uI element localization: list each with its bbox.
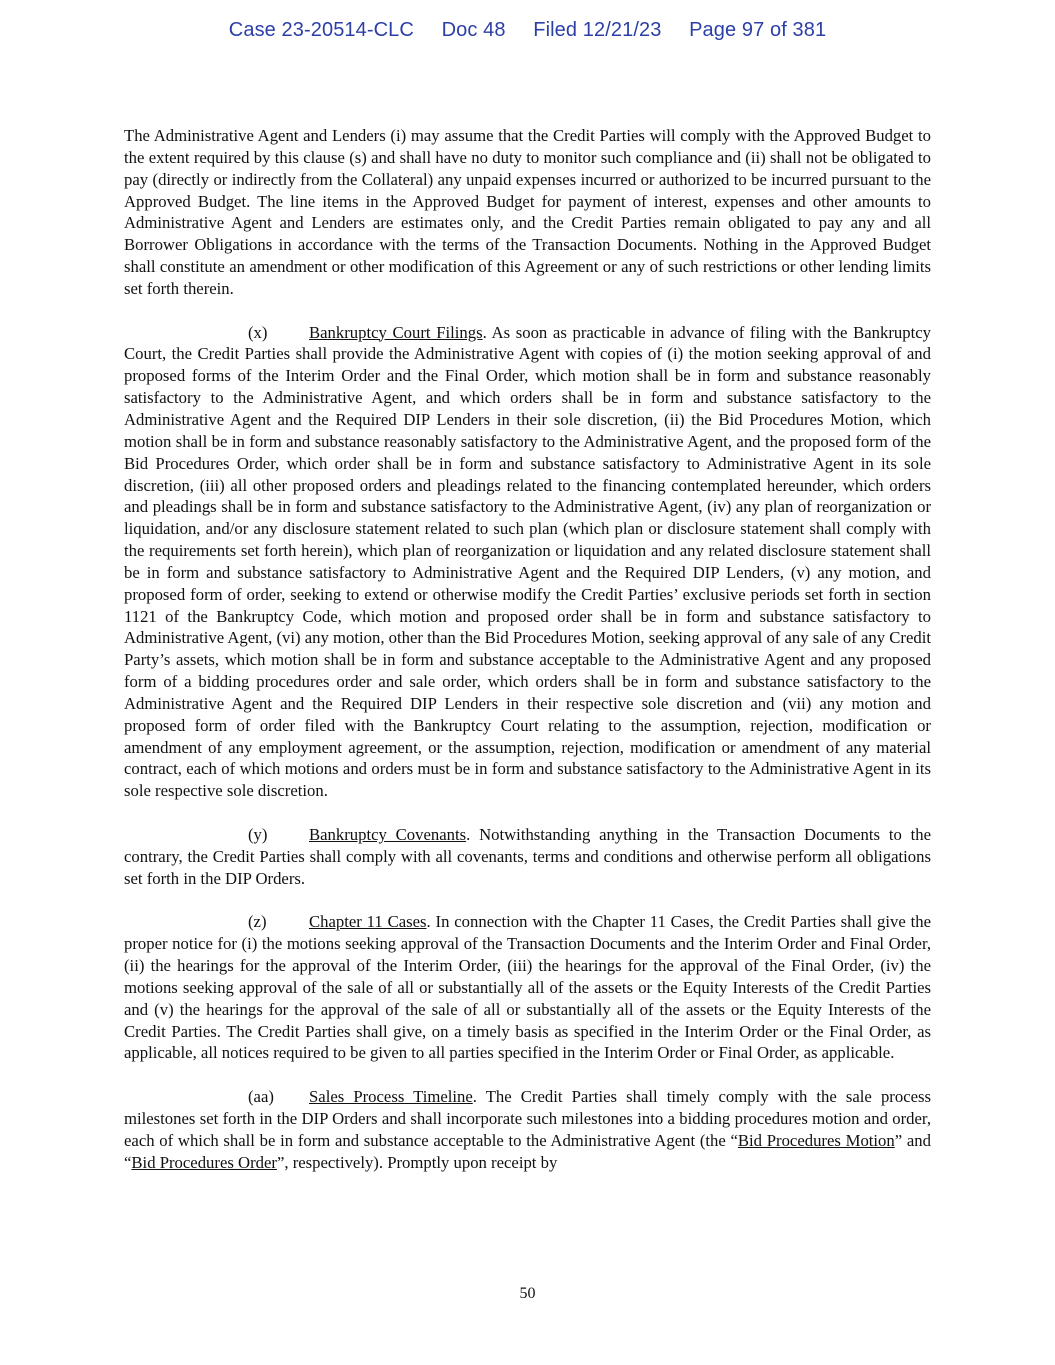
- section-heading: Chapter 11 Cases: [309, 912, 427, 932]
- section-heading: Bankruptcy Court Filings: [309, 322, 483, 342]
- page-number: 50: [519, 1285, 536, 1302]
- section-y-bankruptcy-covenants: [124, 824, 931, 890]
- case-number: Case 23-20514-CLC: [228, 19, 414, 41]
- section-number: (aa): [248, 1087, 274, 1107]
- filed-date: Filed 12/21/23: [533, 19, 662, 41]
- defined-term-bid-procedures-order: Bid Procedures Order: [131, 1152, 277, 1172]
- section-text: ”, respectively). Promptly upon receipt by: [276, 1152, 558, 1172]
- section-text: . Notwithstanding anything in the Transaction Documents to the contrary, the Credit Parties shall comply with all covenants, terms and conditions and otherwise perform all obligations set forth in the DIP Orders.: [124, 825, 932, 888]
- defined-term-bid-procedures-motion: Bid Procedures Motion: [737, 1130, 895, 1150]
- section-heading: Bankruptcy Covenants: [309, 825, 467, 844]
- doc-number: Doc 48: [441, 19, 506, 41]
- section-number: (y): [248, 825, 268, 844]
- section-number: (x): [248, 322, 268, 342]
- court-filing-header: [0, 19, 1055, 42]
- section-text: . As soon as practicable in advance of filing with the Bankruptcy Court, the Credit Parties shall provide the Administrative Agent with copies of (i) the motion seeking approval of and proposed forms of the Interim Order and the Final Order, which motion shall be in form and substance reasonably satisfactory to the Administrative Agent, and which orders shall be in form and substance satisfactory to the Administrative Agent and the Required DIP Lenders in their sole discretion, (ii) the Bid Procedures Motion, which motion shall be in form and substance reasonably satisfactory to the Administrative Agent, and the proposed form of the Bid Procedures Order, which order shall be in form and substance satisfactory to Administrative Agent in its sole discretion, (iii) all other proposed orders and pleadings related to the financing contemplated hereunder, which orders and pleadings shall be in form and substance satisfactory to the Administrative Agent, (iv) any plan of reorganization or liquidation, and/or any disclosure statement related to such plan (which plan or disclosure statement shall comply with the requirements set forth herein), which plan of reorganization or liquidation and any related disclosure statement shall be in form and substance satisfactory to Administrative Agent and the Required DIP Lenders, (v) any motion, and proposed form of order, seeking to extend or otherwise modify the Credit Parties’ exclusive periods set forth in section 1121 of the Bankruptcy Code, which motion and proposed order shall be in form and substance satisfactory to Administrative Agent, (vi) any motion, other than the Bid Procedures Motion, seeking approval of any sale of any Credit Party’s assets, which motion shall be in form and substance acceptable to the Administrative Agent and any proposed form of a bidding procedures order and sale order, which orders shall be in form and substance satisfactory to the Administrative Agent and the Required DIP Lenders in their respective sole discretion and (vii) any motion and proposed form of order filed with the Bankruptcy Court relating to the assumption, rejection, modification or amendment of any employment agreement, or the assumption, rejection, modification or amendment of any material contract, each of which motions and orders must be in form and substance satisfactory to the Administrative Agent in its sole respective sole discretion.: [124, 322, 931, 801]
- section-text: . The Credit Parties shall timely comply with the sale process milestones set forth in the DIP Orders and shall incorporate such milestones into a bidding procedures motion and order, each of which shall be in form and substance acceptable to the Administrative Agent (the “: [124, 1087, 931, 1150]
- section-aa-sales-process-timeline: [124, 1086, 931, 1173]
- section-number: (z): [248, 912, 267, 932]
- section-text: ” and “: [124, 1130, 931, 1172]
- section-text: . In connection with the Chapter 11 Cases, the Credit Parties shall give the proper notice for (i) the motions seeking approval of the Transaction Documents and the Interim Order and Final Order, (ii) the hearings for the approval of the Interim Order, (iii) the hearings for the approval of the Final Order, (iv) the motions seeking approval of the sale of all or substantially all of the assets or the Equity Interests of the Credit Parties and (v) the hearings for the approval of the sale of all or substantially all of the assets or the Equity Interests of the Credit Parties. The Credit Parties shall give, on a timely basis as specified in the Interim Order or the Final Order, as applicable, all notices required to be given to all parties specified in the Interim Order or Final Order, as applicable.: [124, 912, 931, 1063]
- section-z-chapter-11-cases: [124, 911, 931, 1064]
- paragraph-approved-budget: The Administrative Agent and Lenders (i) may assume that the Credit Parties will comply with the Approved Budget to the extent required by this clause (s) and shall have no duty to monitor such compliance and (ii) shall not be obligated to pay (directly or indirectly from the Collateral) any unpaid expenses incurred or authorized to be incurred pursuant to the Approved Budget. The line items in the Approved Budget for payment of interest, expenses and other amounts to Administrative Agent and Lenders are estimates only, and the Credit Parties remain obligated to pay any and all Borrower Obligations in accordance with the terms of the Transaction Documents. Nothing in the Approved Budget shall constitute an amendment or other modification of this Agreement or any of such restrictions or other lending limits set forth therein.: [124, 126, 931, 298]
- page-of-total: Page 97 of 381: [689, 19, 827, 41]
- section-heading: Sales Process Timeline: [309, 1087, 473, 1107]
- section-x-bankruptcy-court-filings: [124, 322, 931, 803]
- document-body: [124, 125, 931, 1195]
